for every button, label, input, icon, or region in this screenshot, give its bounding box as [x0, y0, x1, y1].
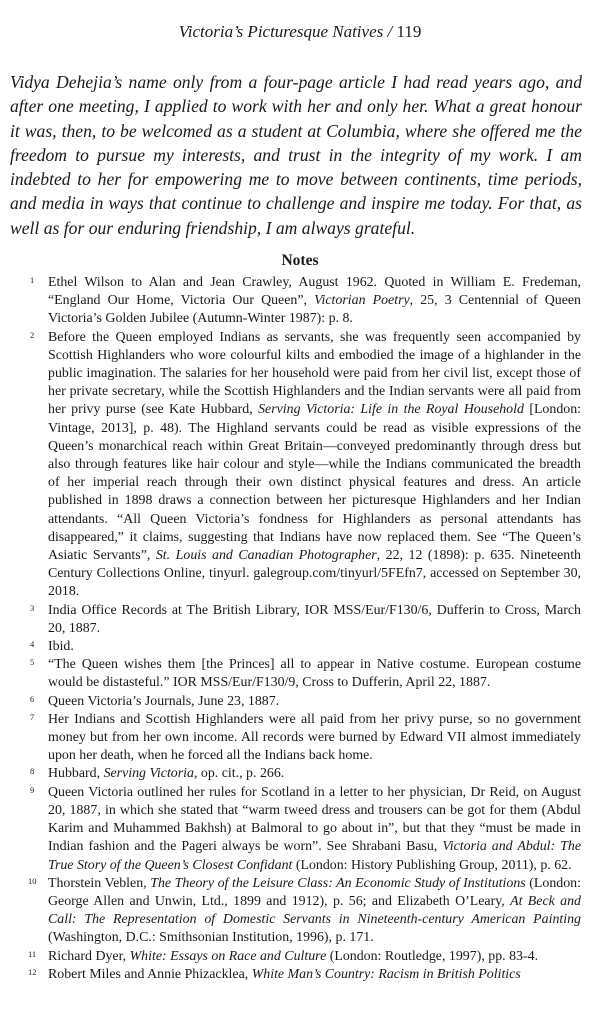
footnote-text — [48, 274, 581, 329]
footnote-title-italic: White Man’s Country: Racism in British Politics — [251, 966, 521, 982]
footnote-number: 6 — [30, 693, 35, 704]
running-header — [0, 22, 600, 42]
footnote-9 — [0, 784, 600, 875]
footnote-number: 3 — [30, 602, 35, 613]
footnote-number: 7 — [30, 711, 35, 722]
footnote-3 — [0, 602, 600, 638]
footnote-text-run: “The Queen wishes them [the Princes] all to appear in Native costume. European costume would be distasteful.” IOR MSS/Eur/F130/9, Cross to Dufferin, April 22, 1887. — [48, 657, 581, 691]
footnote-text-run: Richard Dyer, — [48, 948, 130, 964]
footnote-text — [48, 656, 581, 692]
footnote-title-italic: Serving Victoria — [103, 766, 194, 782]
footnote-text-run: , 25, 3 Centennial of Queen Victoria’s Golden Jubilee (Autumn-Winter 1987): p. 8. — [48, 293, 581, 327]
footnote-text-run: (London: Routledge, 1997), pp. 83-4. — [326, 948, 539, 964]
page-number: 119 — [396, 22, 422, 41]
footnote-text-run: , 22, 12 (1898): p. 635. Nineteenth Century Collections Online, tinyurl. galegroup.com/tinyurl/5FEfn7, accessed on September 30, 2018. — [48, 548, 581, 600]
footnote-title-italic: Serving Victoria: Life in the Royal Household — [258, 402, 524, 418]
footnote-title-italic: White: Essays on Race and Culture — [129, 948, 327, 964]
footnote-text — [48, 875, 581, 948]
footnote-text — [48, 329, 581, 602]
footnote-title-italic: At Beck and Call: The Representation of Domestic Servants in Nineteenth-century American Painting — [48, 893, 581, 928]
footnote-8 — [0, 765, 600, 783]
footnote-4 — [0, 638, 600, 656]
footnote-text-run: Thorstein Veblen, — [48, 875, 151, 891]
footnote-1 — [0, 274, 600, 329]
notes-heading: Notes — [281, 252, 319, 269]
notes-list — [0, 274, 600, 984]
footnote-5 — [0, 656, 600, 692]
footnote-11 — [0, 948, 600, 966]
footnote-text — [48, 711, 581, 766]
footnote-text-run: Queen Victoria’s Journals, June 23, 1887. — [48, 693, 280, 709]
acknowledgement-paragraph: Vidya Dehejia’s name only from a four-page article I had read years ago, and after one meeting, I applied to work with her and only her. What a great honour it was, then, to be welcomed as a student at Columbia, where she offered me the freedom to pursue my interests, and trust in the integrity of my work. I am indebted to her for empowering me to move between continents, time periods, and media in ways that continue to challenge and inspire me today. For that, as well as for our enduring friendship, I am always grateful. — [10, 72, 582, 238]
footnote-text — [48, 693, 581, 711]
footnote-text-run: India Office Records at The British Library, IOR MSS/Eur/F130/6, Dufferin to Cross, March 20, 1887. — [48, 602, 581, 636]
footnote-text-run: Robert Miles and Annie Phizacklea, — [48, 966, 252, 982]
footnote-12 — [0, 966, 600, 984]
footnote-title-italic: St. Louis and Canadian Photographer — [155, 548, 377, 564]
footnote-text-run: (London: George Allen and Unwin, Ltd., 1899 and 1912), p. 56; and Elizabeth O’Leary, — [48, 875, 581, 909]
footnote-2 — [0, 329, 600, 602]
footnote-text-run: (London: History Publishing Group, 2011), p. 62. — [292, 857, 572, 873]
footnote-text — [48, 784, 581, 875]
footnote-text-run: Her Indians and Scottish Highlanders were all paid from her privy purse, so no government money but from her own income. All records were burned by Edward VII almost immediately upon her death, when he forced all the Indians back home. — [48, 711, 581, 764]
footnote-text — [48, 765, 581, 783]
footnote-number: 12 — [28, 966, 37, 977]
footnote-text — [48, 966, 581, 984]
footnote-text — [48, 638, 581, 656]
footnote-number: 11 — [28, 948, 37, 959]
footnote-text — [48, 602, 581, 638]
footnote-text-run: Ethel Wilson to Alan and Jean Crawley, August 1962. Quoted in William E. Fredeman, “England Our Home, Victoria Our Queen”, — [48, 275, 581, 309]
footnote-text — [48, 948, 581, 966]
footnote-text-run: Ibid. — [48, 639, 74, 655]
footnote-number: 8 — [30, 766, 35, 777]
footnote-number: 2 — [30, 329, 35, 340]
footnote-number: 5 — [30, 657, 35, 668]
footnote-number: 4 — [30, 639, 35, 650]
footnote-text-run: Hubbard, — [48, 766, 104, 782]
footnote-number: 10 — [28, 875, 37, 886]
footnote-number: 9 — [30, 784, 35, 795]
footnote-number: 1 — [30, 275, 35, 285]
footnote-text-run: (Washington, D.C.: Smithsonian Institution, 1996), p. 171. — [48, 930, 374, 946]
footnote-text-run: Before the Queen employed Indians as servants, she was frequently seen accompanied by Scottish Highlanders who wore colourful kilts and embodied the image of a highlander in the public imagination. The salaries for her household were paid from her civil list, except those of her private secretary, while the Scottish Highlanders and the Indian servants were all paid from her privy purse (see Kate Hubbard, — [48, 329, 581, 418]
footnote-6 — [0, 693, 600, 711]
footnote-text-run: , op. cit., p. 266. — [193, 766, 285, 782]
running-title: Victoria’s Picturesque Natives — [178, 22, 384, 41]
footnote-text-run: Queen Victoria outlined her rules for Scotland in a letter to her physician, Dr Reid, on August 20, 1887, in which she stated that “warm tweed dress and trousers can be got for them (Abdul Karim and Muhammed Bakhsh) at Balmoral to go about in”, but that they “must be made in Indian fashion and the Pageri always be worn”. See Shrabani Basu, — [48, 784, 581, 855]
footnote-title-italic: Victoria and Abdul: The True Story of the Queen’s Closest Confidant — [48, 839, 581, 873]
footnote-title-italic: The Theory of the Leisure Class: An Economic Study of Institutions — [150, 875, 526, 891]
footnote-title-italic: Victorian Poetry — [314, 293, 410, 309]
footnote-10 — [0, 875, 600, 948]
footnote-7 — [0, 711, 600, 766]
header-separator: / — [383, 22, 397, 41]
footnote-text-run: [London: Vintage, 2013], p. 48). The Highland servants could be read as visible expressions of the Queen’s monarchical reach within Great Britain—conveyed predominantly through dress but also through features like hair colour and style—while the Indians communicated the breadth of her imperial reach through their own distinct physical features and dress. An article published in 1898 draws a connection between her picturesque Highlanders and her Indian attendants. “All Queen Victoria’s fondness for Highlanders as personal attendants has disappeared,” it claims, suggesting that Indians have now replaced them. See “The Queen’s Asiatic Servants”, — [48, 402, 582, 564]
